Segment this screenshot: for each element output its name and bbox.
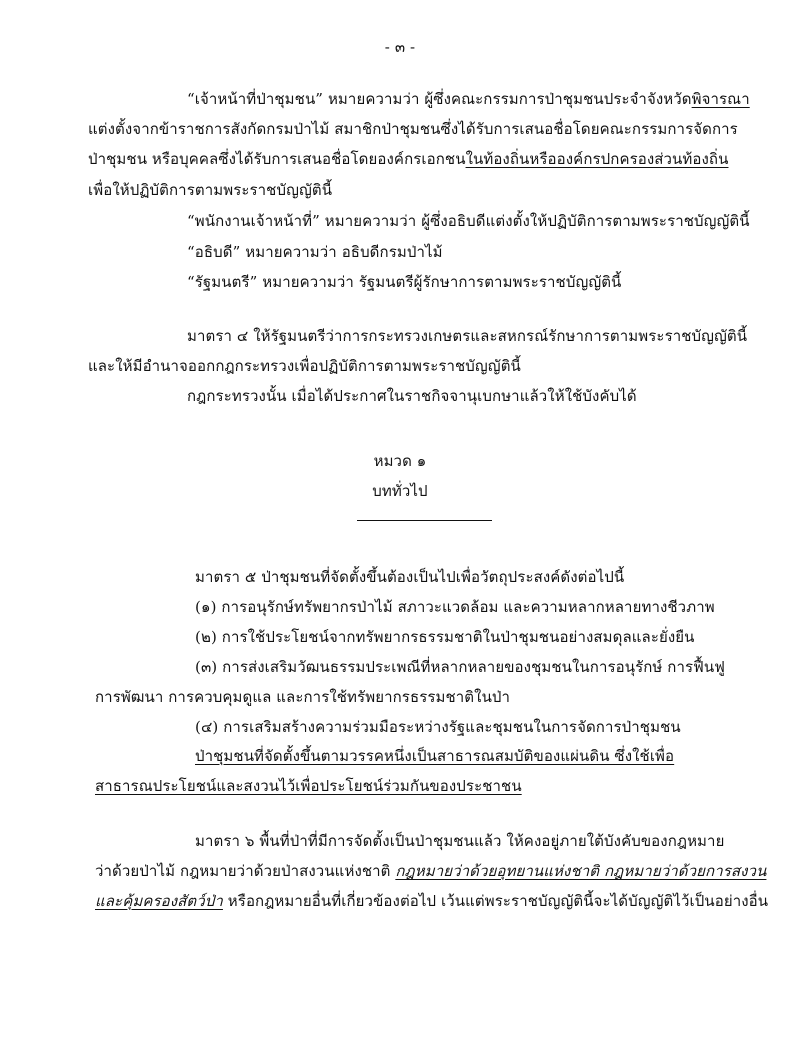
- section6-text: ว่าด้วยป่าไม้ กฎหมายว่าด้วยป่าสงวนแห่งชาติ: [95, 862, 396, 880]
- section5-item1: (๑) การอนุรักษ์ทรัพยากรป่าไม้ สภาวะแวดล้อม และความหลากหลายทางชีวภาพ: [195, 598, 715, 616]
- underlined-word: พิจารณา: [691, 90, 750, 108]
- italic-underlined-phrase: กฎหมายว่าด้วยอุทยานแห่งชาติ กฎหมายว่าด้วยการสงวน: [395, 862, 767, 880]
- definition-officer-line2: แต่งตั้งจากข้าราชการสังกัดกรมป่าไม้ สมาชิกป่าชุมชนซึ่งได้รับการเสนอชื่อโดยคณะกรรมการจัดการ: [88, 120, 738, 138]
- section5-note-line1: ป่าชุมชนที่จัดตั้งขึ้นตามวรรคหนึ่งเป็นสาธารณสมบัติของแผ่นดิน ซึ่งใช้เพื่อ: [195, 747, 675, 765]
- section6-line2: [95, 862, 766, 880]
- section6-text: หรือกฎหมายอื่นที่เกี่ยวข้องต่อไป เว้นแต่พระราชบัญญัตินี้จะได้บัญญัติไว้เป็นอย่างอื่น: [222, 892, 769, 910]
- section6-line3: [95, 892, 768, 910]
- section6-line1: มาตรา ๖ พื้นที่ป่าที่มีการจัดตั้งเป็นป่าชุมชนแล้ว ให้คงอยู่ภายใต้บังคับของกฎหมาย: [195, 832, 725, 850]
- section4-line1: มาตรา ๔ ให้รัฐมนตรีว่าการกระทรวงเกษตรและสหกรณ์รักษาการตามพระราชบัญญัตินี้: [187, 327, 748, 345]
- section5-item3-line2: การพัฒนา การควบคุมดูแล และการใช้ทรัพยากรธรรมชาติในป่า: [95, 688, 511, 706]
- definition-officer-text: “เจ้าหน้าที่ป่าชุมชน” หมายความว่า ผู้ซึ่งคณะกรรมการป่าชุมชนประจำจังหวัด: [187, 90, 692, 108]
- chapter-divider: [357, 520, 492, 521]
- section4-line3: กฎกระทรวงนั้น เมื่อได้ประกาศในราชกิจจานุเบกษาแล้วให้ใช้บังคับได้: [187, 387, 637, 405]
- section5-note-line2: สาธารณประโยชน์และสงวนไว้เพื่อประโยชน์ร่วมกันของประชาชน: [95, 777, 522, 795]
- chapter-title: บททั่วไป: [372, 482, 428, 500]
- definition-officer-line3: [88, 150, 728, 168]
- definition-officer-line4: เพื่อให้ปฏิบัติการตามพระราชบัญญัตินี้: [88, 181, 333, 199]
- section5-item4: (๔) การเสริมสร้างความร่วมมือระหว่างรัฐและชุมชนในการจัดการป่าชุมชน: [195, 718, 681, 736]
- definition-competent-official: “พนักงานเจ้าหน้าที่” หมายความว่า ผู้ซึ่งอธิบดีแต่งตั้งให้ปฏิบัติการตามพระราชบัญญัตินี้: [187, 212, 750, 230]
- definition-officer-text: ป่าชุมชน หรือบุคคลซึ่งได้รับการเสนอชื่อโดยองค์กรเอกชน: [88, 150, 466, 168]
- section5-line1: มาตรา ๕ ป่าชุมชนที่จัดตั้งขึ้นต้องเป็นไปเพื่อวัตถุประสงค์ดังต่อไปนี้: [195, 568, 625, 586]
- section4-line2: และให้มีอำนาจออกกฎกระทรวงเพื่อปฏิบัติการตามพระราชบัญญัตินี้: [88, 357, 521, 375]
- underlined-phrase: ในท้องถิ่นหรือองค์กรปกครองส่วนท้องถิ่น: [465, 150, 729, 168]
- chapter-number: หมวด ๑: [373, 452, 427, 470]
- definition-minister: “รัฐมนตรี” หมายความว่า รัฐมนตรีผู้รักษาการตามพระราชบัญญัตินี้: [187, 273, 622, 291]
- definition-officer-line1: [187, 90, 750, 108]
- page-number: - ๓ -: [384, 38, 416, 56]
- section5-item3-line1: (๓) การส่งเสริมวัฒนธรรมประเพณีที่หลากหลายของชุมชนในการอนุรักษ์ การฟื้นฟู: [195, 658, 725, 676]
- definition-director-general: “อธิบดี” หมายความว่า อธิบดีกรมป่าไม้: [187, 243, 443, 261]
- section5-item2: (๒) การใช้ประโยชน์จากทรัพยากรธรรมชาติในป่าชุมชนอย่างสมดุลและยั่งยืน: [195, 628, 695, 646]
- italic-underlined-phrase: และคุ้มครองสัตว์ป่า: [95, 892, 223, 910]
